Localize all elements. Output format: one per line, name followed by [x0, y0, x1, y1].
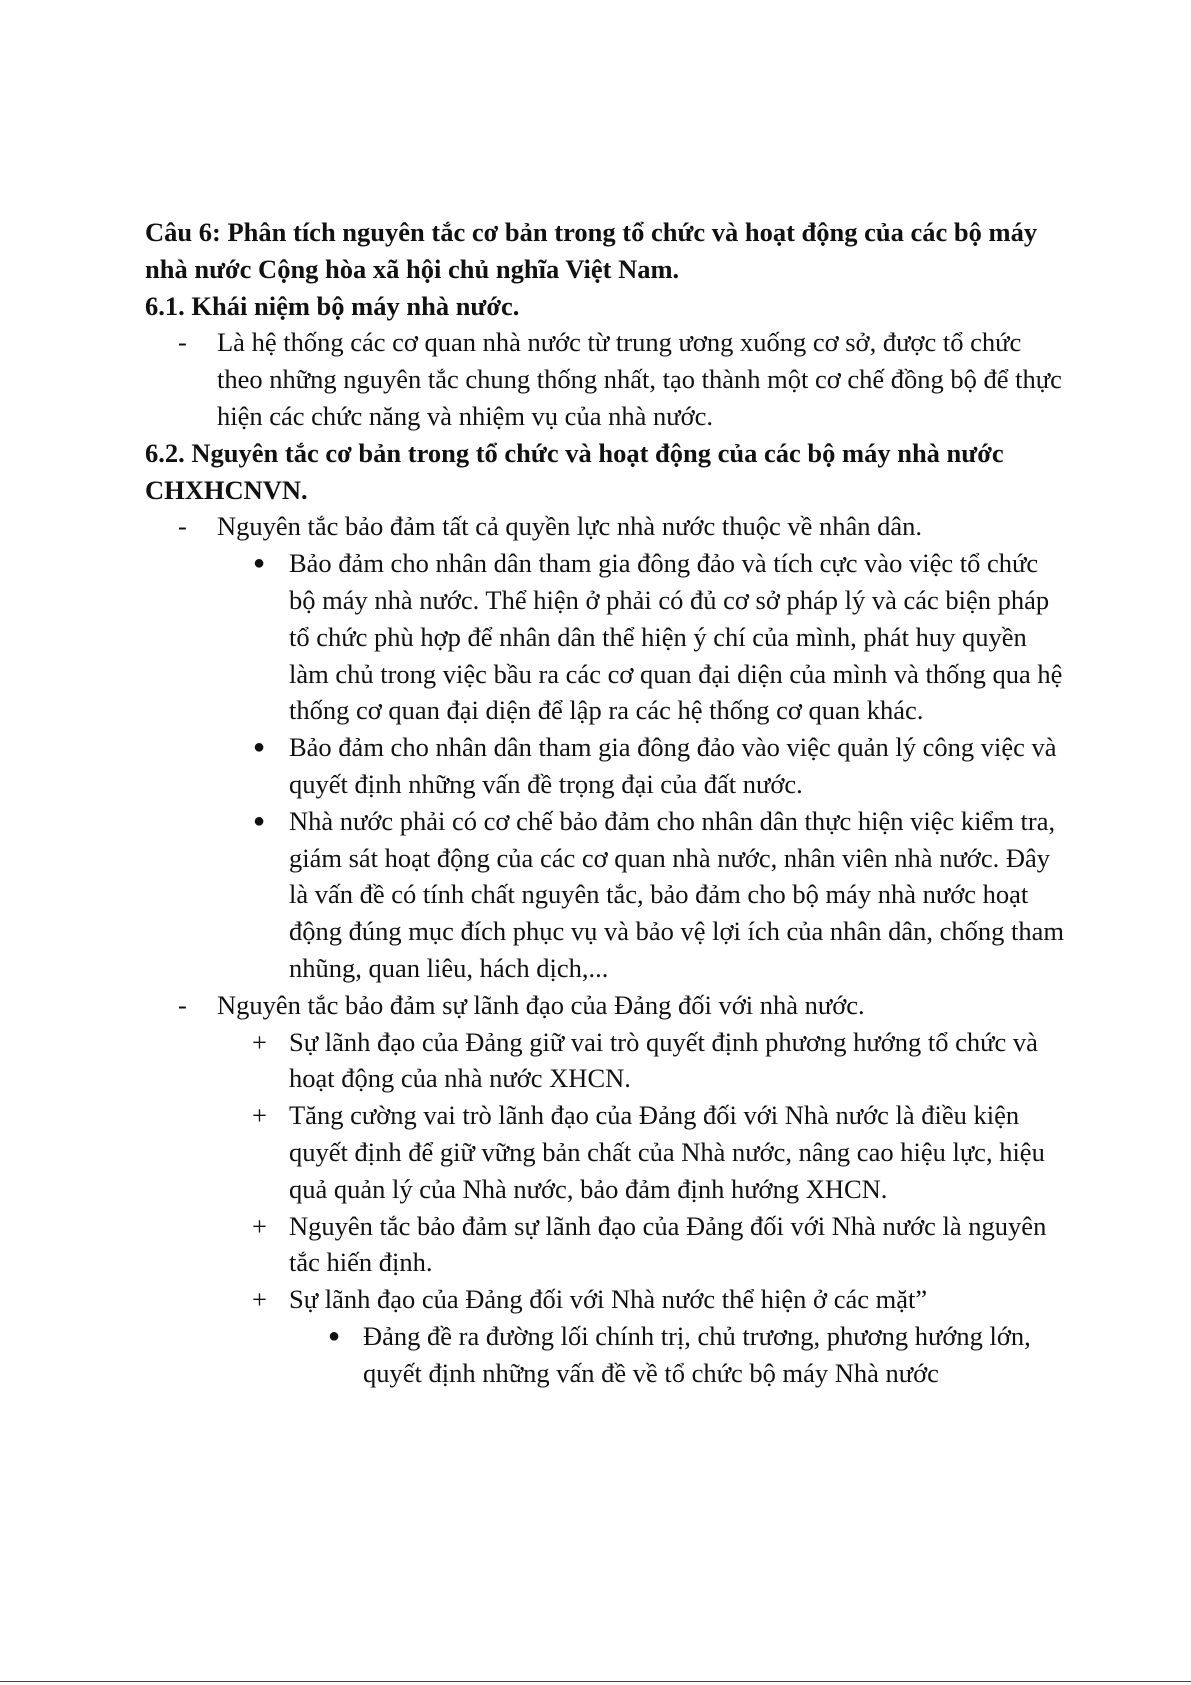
- section-heading-6-1: 6.1. Khái niệm bộ máy nhà nước.: [145, 290, 520, 321]
- principle-2-point: Sự lãnh đạo của Đảng đối với Nhà nước thể hiện ở các mặt”: [289, 1284, 928, 1315]
- principle-2-sub-bullet: Đảng đề ra đường lối chính trị, chủ trương, phương hướng lớn, quyết định những vấn đề về tổ chức bộ máy Nhà nước: [363, 1320, 1031, 1388]
- list-item: [145, 987, 1065, 1024]
- principle-2-point: Sự lãnh đạo của Đảng giữ vai trò quyết định phương hướng tổ chức và hoạt động của nhà nước XHCN.: [289, 1026, 1038, 1094]
- bullet-marker: ●: [328, 1324, 341, 1347]
- bullet-marker: ●: [253, 736, 266, 759]
- plus-marker: +: [252, 1210, 267, 1241]
- list-item: [145, 508, 1065, 545]
- principle-1-bullet: Bảo đảm cho nhân dân tham gia đông đảo và tích cực vào việc tổ chức bộ máy nhà nước. Thể hiện ở phải có đủ cơ sở pháp lý và các biện pháp tổ chức phù hợp để nhân dân thể hiện ý chí của mình, phát huy quyền làm chủ trong việc bầu ra các cơ quan đại diện của mình và thống qua hệ thống cơ quan đại diện để lập ra các hệ thống cơ quan khác.: [289, 548, 1063, 726]
- plus-marker: +: [252, 1100, 267, 1131]
- definition-text: Là hệ thống các cơ quan nhà nước từ trung ương xuống cơ sở, được tổ chức theo những nguyên tắc chung thống nhất, tạo thành một cơ chế đồng bộ để thực hiện các chức năng và nhiệm vụ của nhà nước.: [217, 327, 1062, 431]
- bullet-marker: ●: [253, 809, 266, 832]
- plus-marker: +: [252, 1284, 267, 1315]
- dash-marker: -: [178, 327, 187, 358]
- dash-marker: -: [178, 511, 187, 542]
- list-item: [145, 324, 1065, 434]
- question-title: Câu 6: Phân tích nguyên tắc cơ bản trong tổ chức và hoạt động của các bộ máy nhà nước Cộng hòa xã hội chủ nghĩa Việt Nam.: [145, 217, 1038, 284]
- list-item: [145, 729, 1065, 803]
- dash-marker: -: [178, 989, 187, 1020]
- list-item: [145, 1097, 1065, 1207]
- principle-2-text: Nguyên tắc bảo đảm sự lãnh đạo của Đảng đối với nhà nước.: [217, 989, 865, 1020]
- plus-marker: +: [252, 1026, 267, 1057]
- list-item: [145, 545, 1065, 729]
- principle-1-bullet: Bảo đảm cho nhân dân tham gia đông đảo vào việc quản lý công việc và quyết định những vấn đề trọng đại của đất nước.: [289, 732, 1057, 799]
- bullet-marker: ●: [253, 552, 266, 575]
- list-item: [145, 1024, 1065, 1098]
- principle-1-bullet: Nhà nước phải có cơ chế bảo đảm cho nhân dân thực hiện việc kiểm tra, giám sát hoạt động của các cơ quan nhà nước, nhân viên nhà nước. Đây là vấn đề có tính chất nguyên tắc, bảo đảm cho bộ máy nhà nước hoạt động đúng mục đích phục vụ và bảo vệ lợi ích của nhân dân, chống tham nhũng, quan liêu, hách dịch,...: [289, 805, 1064, 983]
- list-item: [145, 803, 1065, 987]
- principle-2-point: Nguyên tắc bảo đảm sự lãnh đạo của Đảng đối với Nhà nước là nguyên tắc hiến định.: [289, 1210, 1047, 1278]
- list-item: [145, 1208, 1065, 1282]
- section-heading-6-2: 6.2. Nguyên tắc cơ bản trong tổ chức và hoạt động của các bộ máy nhà nước CHXHCNVN.: [145, 437, 1004, 505]
- page-bottom-divider: [0, 1681, 1191, 1682]
- principle-2-point: Tăng cường vai trò lãnh đạo của Đảng đối với Nhà nước là điều kiện quyết định để giữ vững bản chất của Nhà nước, nâng cao hiệu lực, hiệu quả quản lý của Nhà nước, bảo đảm định hướng XHCN.: [289, 1100, 1045, 1204]
- list-item: [145, 1281, 1065, 1318]
- principle-1-text: Nguyên tắc bảo đảm tất cả quyền lực nhà nước thuộc về nhân dân.: [217, 511, 922, 542]
- list-item: [145, 1318, 1065, 1392]
- document-body: [145, 214, 1065, 1392]
